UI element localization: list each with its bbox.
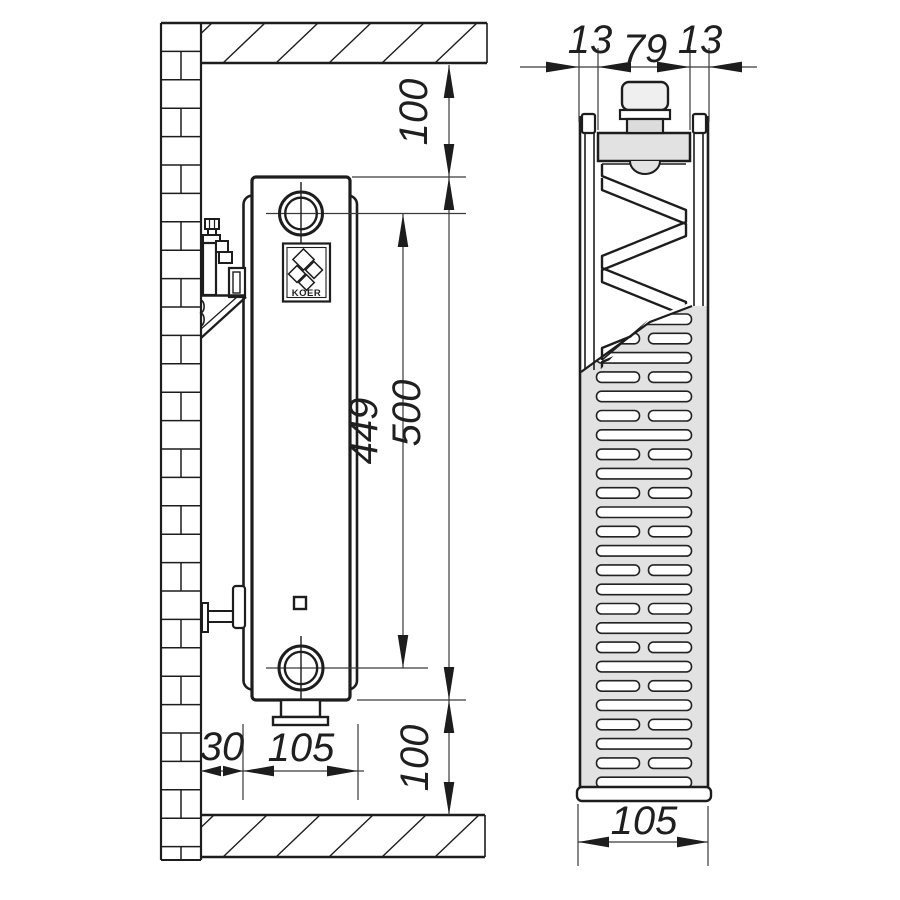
valve-cap bbox=[622, 82, 668, 110]
left-panel-tab bbox=[582, 114, 595, 133]
grille-slot bbox=[649, 488, 692, 499]
grille-slot bbox=[597, 681, 640, 692]
grille-slot bbox=[649, 604, 692, 615]
header-center-boss bbox=[630, 161, 660, 174]
grille-slot bbox=[597, 584, 692, 595]
grille-slot bbox=[597, 468, 692, 479]
grille-slot bbox=[597, 391, 692, 402]
bracket-bolt-head bbox=[205, 219, 219, 229]
vent-square-hole bbox=[294, 597, 306, 609]
grille-slot bbox=[597, 488, 640, 499]
hatch-line bbox=[488, 23, 530, 63]
floor-section bbox=[170, 815, 532, 857]
grille-slot bbox=[597, 623, 692, 634]
label-height: 500 bbox=[385, 379, 429, 447]
grille-slot bbox=[649, 526, 692, 537]
label-depth: 105 bbox=[267, 726, 335, 770]
brick-hatch bbox=[161, 51, 201, 860]
hatch-line bbox=[382, 815, 426, 857]
grille-slot bbox=[597, 739, 692, 750]
grille-slot bbox=[597, 507, 692, 518]
grille-slot bbox=[649, 681, 692, 692]
grille-slot bbox=[597, 526, 640, 537]
grille-slot bbox=[597, 758, 640, 769]
grille-slot bbox=[649, 758, 692, 769]
hatch-line bbox=[170, 23, 212, 63]
bracket-pin bbox=[208, 611, 234, 622]
lower-bracket bbox=[202, 586, 245, 632]
grille-slot bbox=[597, 604, 640, 615]
grille-slot bbox=[597, 719, 640, 730]
hatch-line bbox=[488, 815, 532, 857]
hatch-line bbox=[382, 23, 424, 63]
grille-slot bbox=[597, 642, 640, 653]
grille-slot bbox=[649, 411, 692, 422]
hatch-line bbox=[329, 815, 373, 857]
top-port bbox=[266, 182, 466, 245]
floor-hatch bbox=[170, 815, 532, 857]
grille-slot bbox=[597, 565, 640, 576]
right-panel-tab bbox=[693, 114, 706, 133]
hatch-line bbox=[435, 23, 477, 63]
grille-slot bbox=[597, 449, 640, 460]
top-header bbox=[598, 133, 690, 161]
grille-slot bbox=[597, 661, 692, 672]
label-wall-gap: 30 bbox=[199, 725, 245, 769]
label-core-width: 79 bbox=[622, 27, 668, 71]
hatch-line bbox=[170, 815, 214, 857]
ceiling-hatch bbox=[170, 23, 530, 63]
grille-slot bbox=[597, 314, 692, 325]
label-right-panel: 13 bbox=[677, 18, 723, 62]
grille-slot bbox=[649, 333, 692, 344]
bracket-wedge-edge bbox=[201, 297, 246, 338]
label-front-width: 105 bbox=[610, 799, 678, 843]
valve-stem bbox=[627, 119, 663, 133]
grille-slot bbox=[597, 430, 692, 441]
label-bottom-clearance: 100 bbox=[393, 724, 437, 792]
hatch-line bbox=[276, 23, 318, 63]
hatch-line bbox=[276, 815, 320, 857]
bracket-plate bbox=[203, 243, 216, 295]
grille-slot bbox=[649, 449, 692, 460]
grille-slot bbox=[597, 411, 640, 422]
logo-text: KOER bbox=[291, 288, 322, 299]
wall-section bbox=[161, 23, 201, 860]
radiator-side-view bbox=[201, 177, 466, 725]
hatch-line bbox=[223, 23, 265, 63]
grille-slot bbox=[649, 719, 692, 730]
hatch-line bbox=[329, 23, 371, 63]
hatch-line bbox=[223, 815, 267, 857]
air-vent-valve bbox=[620, 82, 670, 133]
label-left-panel: 13 bbox=[567, 18, 613, 62]
bottom-outlet bbox=[273, 700, 328, 725]
upper-bracket bbox=[201, 219, 246, 338]
grille-slot bbox=[597, 372, 640, 383]
label-port-spacing: 449 bbox=[342, 397, 386, 465]
ceiling-section bbox=[161, 23, 530, 63]
grille-slot bbox=[597, 700, 692, 711]
grille-slot bbox=[597, 546, 692, 557]
brand-logo bbox=[283, 244, 330, 302]
grille-slot bbox=[649, 372, 692, 383]
radiator-front-section-view bbox=[577, 82, 711, 801]
grille-slot bbox=[649, 642, 692, 653]
label-top-clearance: 100 bbox=[392, 78, 436, 146]
hatch-line bbox=[435, 815, 479, 857]
grille-slot bbox=[649, 565, 692, 576]
